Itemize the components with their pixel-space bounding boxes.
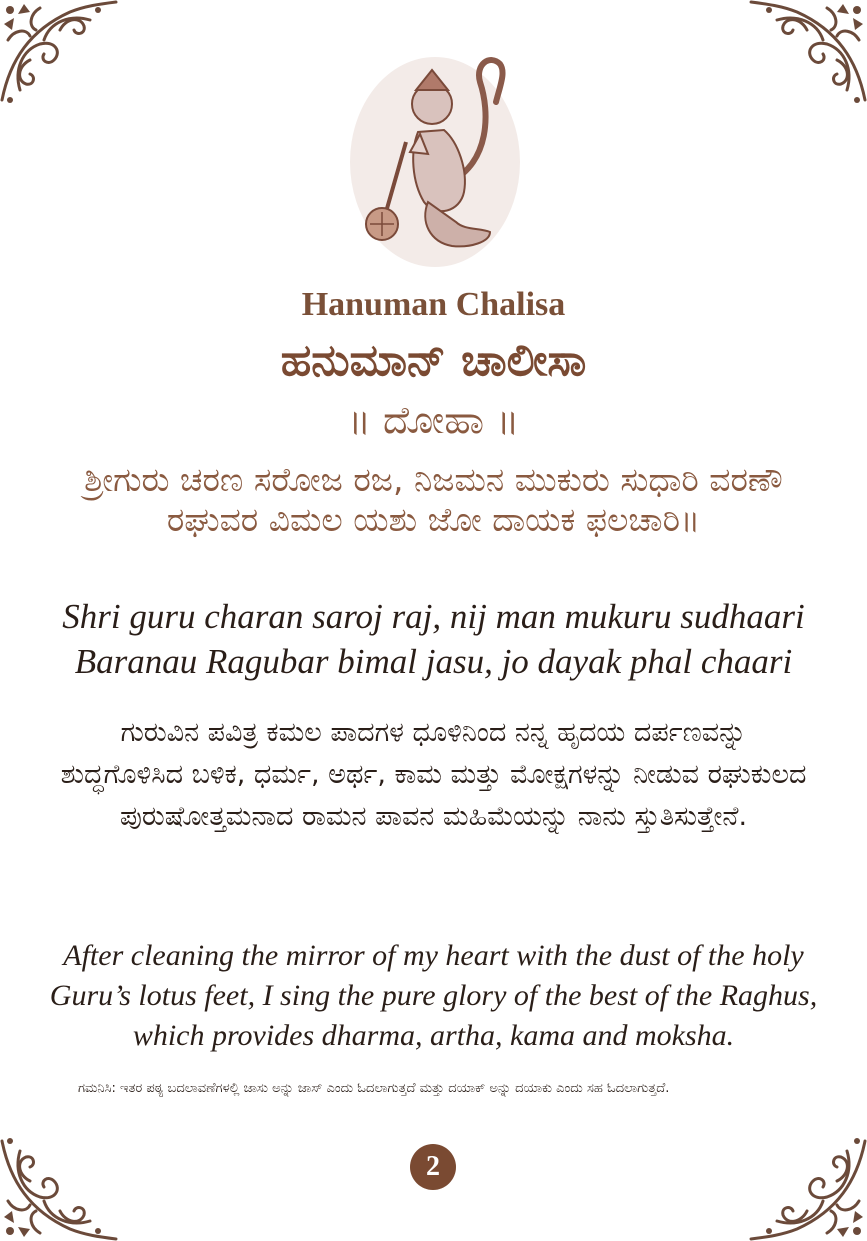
verse-transliteration <box>40 594 827 684</box>
verse-transliteration-line: Baranau Ragubar bimal jasu, jo dayak phal chaari <box>74 642 793 681</box>
meaning-english: After cleaning the mirror of my heart with the dust of the holy Guru’s lotus feet, I sing the pure glory of the best of the Raghus, which provides dharma, artha, kama and moksha. <box>49 939 818 1052</box>
floral-corner-ornament-icon <box>0 1123 118 1241</box>
page-title-kannada: ಹನುಮಾನ್ ಚಾಲೀಸಾ <box>280 335 587 386</box>
page-title-english: Hanuman Chalisa <box>301 286 566 323</box>
meaning-kannada: ಗುರುವಿನ ಪವಿತ್ರ ಕಮಲ ಪಾದಗಳ ಧೂಳಿನಿಂದ ನನ್ನ ಹೃದಯ ದರ್ಪಣವನ್ನು ಶುದ್ಧಗೊಳಿಸಿದ ಬಳಿಕ, ಧರ್ಮ, ಅರ್ಥ, ಕಾಮ ಮತ್ತು ಮೋಕ್ಷಗಳನ್ನು ನೀಡುವ ರಘುಕುಲದ ಪುರುಷೋತ್ತಮನಾದ ರಾಮನ ಪಾವನ ಮಹಿಮೆಯನ್ನು ನಾನು ಸ್ತುತಿಸುತ್ತೇನೆ. <box>60 717 807 832</box>
floral-corner-ornament-icon <box>749 1123 867 1241</box>
hanuman-illustration <box>340 42 530 272</box>
floral-corner-ornament-icon <box>749 0 867 118</box>
page-number: 2 <box>410 1144 456 1190</box>
floral-corner-ornament-icon <box>0 0 118 118</box>
footnote: ಗಮನಿಸಿ: ಇತರ ಪಠ್ಯ ಬದಲಾವಣೆಗಳಲ್ಲಿ ಜಾಸು ಅನ್ನು ಜಾಸ್ ಎಂದು ಓದಲಾಗುತ್ತದೆ ಮತ್ತು ದಯಾಕ್ ಅನ್ನು ದಯಾಕು ಎಂದು ಸಹ ಓದಲಾಗುತ್ತದೆ. <box>78 1081 670 1096</box>
verse-transliteration-line: Shri guru charan saroj raj, nij man mukuru sudhaari <box>62 597 805 636</box>
section-heading-doha: ॥ ದೋಹಾ ॥ <box>347 398 520 442</box>
verse-kannada: ಶ್ರೀಗುರು ಚರಣ ಸರೋಜ ರಜ, ನಿಜಮನ ಮುಕುರು ಸುಧಾರಿ ವರಣೌ ರಘುವರ ವಿಮಲ ಯಶು ಜೋ ದಾಯಕ ಫಲಚಾರಿ॥ <box>84 460 783 539</box>
